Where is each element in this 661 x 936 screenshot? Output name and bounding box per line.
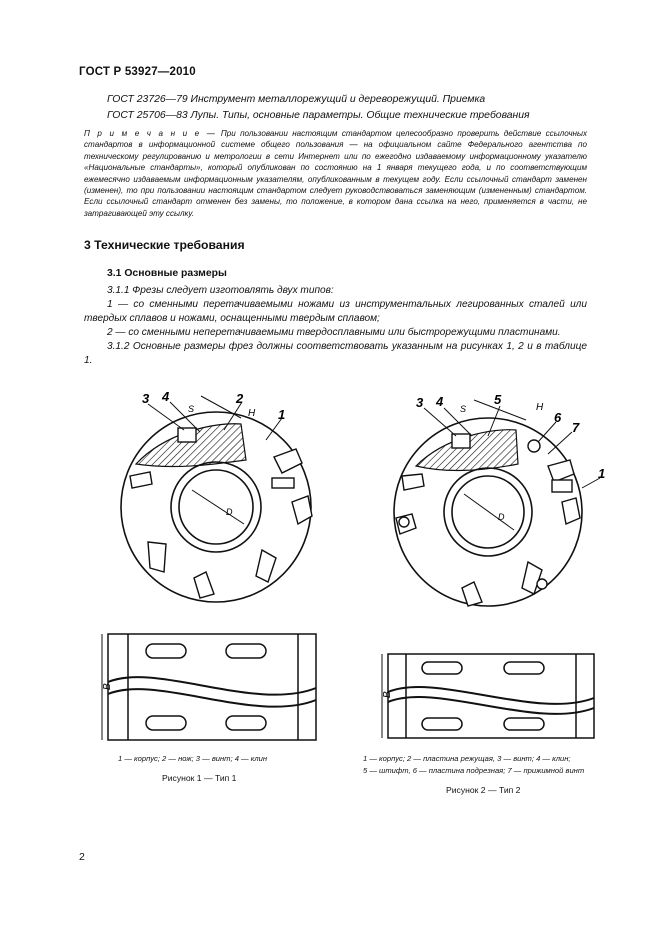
- paragraph: 3.1.2 Основные размеры фрез должны соответствовать указанным на рисунках 1, 2 и в таблице 1.: [84, 341, 587, 366]
- figure-2-legend-line-1: 1 — корпус; 2 — пластина режущая, 3 — винт; 4 — клин;: [363, 754, 571, 763]
- clamp-screw-symbol: [399, 517, 409, 527]
- figure-2-legend-line-2: 5 — штифт, 6 — пластина подрезная; 7 — прижимной винт: [363, 766, 585, 775]
- diameter-line: [192, 490, 244, 524]
- reference-line: ГОСТ 23726—79 Инструмент металлорежущий и дереворежущий. Приемка: [107, 94, 486, 105]
- callout-2: 2: [236, 391, 244, 406]
- callout-h: H: [536, 402, 544, 413]
- paragraph: 3.1.1 Фрезы следует изготовлять двух типов:: [107, 285, 334, 296]
- dim-d-label: D: [498, 512, 505, 522]
- reference-line: ГОСТ 25706—83 Лупы. Типы, основные параметры. Общие технические требования: [107, 110, 530, 121]
- figure-2-drawing: [376, 380, 606, 750]
- page-number: 2: [79, 851, 85, 863]
- note-block: [84, 128, 587, 219]
- callout-5: 5: [494, 392, 502, 407]
- callout-3: 3: [416, 395, 424, 410]
- callout-s: S: [460, 404, 467, 414]
- clamp-screw-symbol: [537, 579, 547, 589]
- callout-3: 3: [142, 391, 150, 406]
- figure-1-caption: Рисунок 1 — Тип 1: [162, 773, 237, 783]
- figure-2-caption: Рисунок 2 — Тип 2: [446, 785, 521, 795]
- dim-b-label: B: [382, 691, 393, 698]
- callout-6: 6: [554, 410, 562, 425]
- callout-7: 7: [572, 420, 580, 435]
- section-title: 3 Технические требования: [84, 238, 245, 252]
- insert-slots: [396, 460, 580, 606]
- screw-symbol: [452, 434, 470, 448]
- callout-4: 4: [436, 394, 444, 409]
- figure-1-legend: 1 — корпус; 2 — нож; 3 — винт; 4 — клин: [118, 754, 268, 763]
- callout-4: 4: [162, 389, 170, 404]
- paragraph: 2 — со сменными неперетачиваемыми твердосплавными или быстрорежущими пластинами.: [107, 327, 561, 338]
- figure-1-drawing: [96, 372, 336, 762]
- screw-symbol: [178, 428, 196, 442]
- paragraph: 1 — со сменными перетачиваемыми ножами из инструментальных легированных сталей или твердых сплавов и ножами, оснащенными твердым сплавом;: [84, 299, 587, 324]
- callout-s: S: [188, 404, 195, 414]
- cutter-side-view: [108, 634, 316, 740]
- dim-d-label: D: [226, 507, 233, 517]
- note-label: П р и м е ч а н и е —: [84, 129, 217, 138]
- document-header: ГОСТ Р 53927—2010: [79, 66, 196, 78]
- diameter-line: [464, 494, 514, 530]
- callout-1: 1: [598, 466, 606, 481]
- note-text: При пользовании настоящим стандартом целесообразно проверить действие ссылочных стандартов в информационной системе общего пользования — на официальном сайте Федерального агентства по техническому регулированию и метрологии в сети Интернет или по ежегодно издаваемому информационному указателю «Национальные стандарты», который опубликован по состоянию на 1 января текущего года, и по соответствующим ежемесячно издаваемым информационным указателям, опубликованным в текущем году. Если ссылочный стандарт заменен (изменен), то при пользовании настоящим стандартом следует руководствоваться заменяющим (измененным) стандартом. Если ссылочный стандарт отменен без замены, то положение, в котором дана ссылка на него, применяется в части, не затрагивающей эту ссылку.: [84, 129, 587, 218]
- callout-h: H: [248, 408, 256, 419]
- callout-1: 1: [278, 407, 286, 422]
- cutter-side-view: [388, 654, 594, 738]
- dim-b-label: B: [102, 683, 113, 690]
- subsection-title: 3.1 Основные размеры: [107, 268, 227, 279]
- knife-slots: [130, 449, 312, 598]
